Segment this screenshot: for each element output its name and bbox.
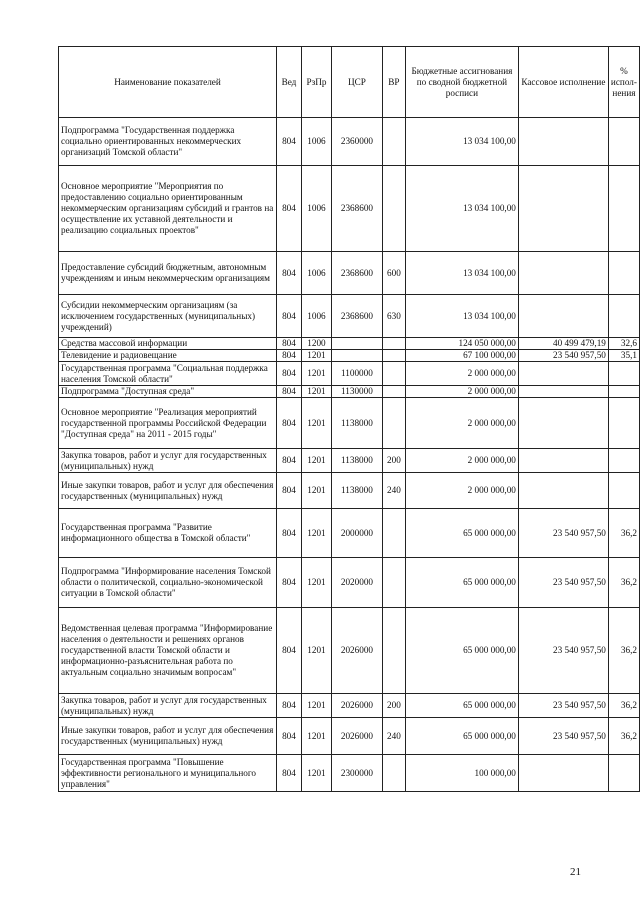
- cell-vr: [382, 350, 405, 362]
- cell-budget: 13 034 100,00: [405, 252, 518, 295]
- cell-vr: 630: [382, 295, 405, 338]
- cell-kassa: [518, 166, 608, 252]
- cell-kassa: [518, 386, 608, 398]
- cell-pct: 32,6: [608, 338, 639, 350]
- table-row: [59, 558, 640, 608]
- table-row: [59, 694, 640, 718]
- cell-pct: [608, 252, 639, 295]
- table-row: [59, 166, 640, 252]
- cell-name: Субсидии некоммерческим организациям (за исключением государственных (муниципальных) учреждений): [59, 295, 277, 338]
- cell-budget: 65 000 000,00: [405, 694, 518, 718]
- cell-budget: 65 000 000,00: [405, 718, 518, 755]
- cell-pct: 36,2: [608, 558, 639, 608]
- cell-vr: 240: [382, 718, 405, 755]
- cell-name: Средства массовой информации: [59, 338, 277, 350]
- cell-vr: [382, 608, 405, 694]
- cell-vr: [382, 386, 405, 398]
- cell-budget: 2 000 000,00: [405, 362, 518, 386]
- cell-kassa: [518, 473, 608, 509]
- cell-pct: 36,2: [608, 694, 639, 718]
- cell-ved: 804: [276, 295, 301, 338]
- table-row: [59, 118, 640, 166]
- cell-kassa: [518, 449, 608, 473]
- cell-kassa: 23 540 957,50: [518, 608, 608, 694]
- cell-pct: [608, 449, 639, 473]
- cell-ved: 804: [276, 558, 301, 608]
- cell-rzpr: 1201: [301, 350, 331, 362]
- cell-csr: 2026000: [331, 694, 382, 718]
- cell-budget: 65 000 000,00: [405, 608, 518, 694]
- cell-ved: 804: [276, 509, 301, 558]
- cell-ved: 804: [276, 755, 301, 792]
- header-ved: Вед: [276, 47, 301, 118]
- cell-kassa: 23 540 957,50: [518, 509, 608, 558]
- cell-csr: 2000000: [331, 509, 382, 558]
- cell-rzpr: 1006: [301, 252, 331, 295]
- cell-ved: 804: [276, 718, 301, 755]
- header-budget: Бюджетные ассигнования по сводной бюджетной росписи: [405, 47, 518, 118]
- cell-ved: 804: [276, 398, 301, 449]
- cell-ved: 804: [276, 252, 301, 295]
- cell-rzpr: 1006: [301, 295, 331, 338]
- cell-rzpr: 1006: [301, 166, 331, 252]
- cell-rzpr: 1201: [301, 608, 331, 694]
- cell-name: Государственная программа "Социальная поддержка населения Томской области": [59, 362, 277, 386]
- cell-kassa: [518, 755, 608, 792]
- cell-kassa: [518, 118, 608, 166]
- cell-kassa: [518, 398, 608, 449]
- cell-kassa: 23 540 957,50: [518, 350, 608, 362]
- cell-vr: [382, 558, 405, 608]
- cell-csr: 2368600: [331, 295, 382, 338]
- table-row: [59, 252, 640, 295]
- cell-pct: [608, 386, 639, 398]
- cell-name: Закупка товаров, работ и услуг для государственных (муниципальных) нужд: [59, 694, 277, 718]
- cell-name: Основное мероприятие "Реализация мероприятий государственной программы Российской Федерации "Доступная среда" на 2011 - 2015 годы": [59, 398, 277, 449]
- cell-rzpr: 1201: [301, 473, 331, 509]
- cell-kassa: [518, 295, 608, 338]
- table-row: [59, 718, 640, 755]
- cell-vr: [382, 398, 405, 449]
- cell-vr: [382, 362, 405, 386]
- cell-pct: [608, 473, 639, 509]
- cell-budget: 65 000 000,00: [405, 509, 518, 558]
- table-row: [59, 350, 640, 362]
- cell-csr: 2360000: [331, 118, 382, 166]
- cell-vr: [382, 338, 405, 350]
- cell-csr: 1130000: [331, 386, 382, 398]
- cell-ved: 804: [276, 608, 301, 694]
- header-pct: % испол-нения: [608, 47, 639, 118]
- cell-csr: 2026000: [331, 718, 382, 755]
- table-row: [59, 755, 640, 792]
- cell-rzpr: 1200: [301, 338, 331, 350]
- cell-pct: [608, 362, 639, 386]
- cell-budget: 13 034 100,00: [405, 118, 518, 166]
- cell-pct: 36,2: [608, 608, 639, 694]
- cell-pct: [608, 755, 639, 792]
- header-kassa: Кассовое исполнение: [518, 47, 608, 118]
- table-row: [59, 449, 640, 473]
- cell-csr: [331, 338, 382, 350]
- cell-ved: 804: [276, 694, 301, 718]
- cell-csr: 2300000: [331, 755, 382, 792]
- cell-kassa: [518, 252, 608, 295]
- cell-vr: [382, 509, 405, 558]
- budget-table: [58, 46, 640, 792]
- cell-name: Подпрограмма "Информирование населения Томской области о политической, социально-экономической ситуации в Томской области": [59, 558, 277, 608]
- header-csr: ЦСР: [331, 47, 382, 118]
- cell-rzpr: 1201: [301, 718, 331, 755]
- table-header-row: [59, 47, 640, 118]
- cell-kassa: 23 540 957,50: [518, 694, 608, 718]
- cell-ved: 804: [276, 362, 301, 386]
- cell-name: Государственная программа "Повышение эффективности регионального и муниципального управления": [59, 755, 277, 792]
- cell-pct: 36,2: [608, 509, 639, 558]
- cell-rzpr: 1201: [301, 449, 331, 473]
- cell-csr: 2368600: [331, 166, 382, 252]
- cell-name: Иные закупки товаров, работ и услуг для обеспечения государственных (муниципальных) нужд: [59, 718, 277, 755]
- cell-csr: 1138000: [331, 449, 382, 473]
- cell-rzpr: 1006: [301, 118, 331, 166]
- cell-ved: 804: [276, 166, 301, 252]
- cell-csr: 2026000: [331, 608, 382, 694]
- cell-name: Государственная программа "Развитие информационного общества в Томской области": [59, 509, 277, 558]
- table-row: [59, 386, 640, 398]
- cell-kassa: [518, 362, 608, 386]
- cell-vr: 200: [382, 694, 405, 718]
- cell-pct: 35,1: [608, 350, 639, 362]
- cell-budget: 65 000 000,00: [405, 558, 518, 608]
- cell-csr: 1100000: [331, 362, 382, 386]
- cell-rzpr: 1201: [301, 694, 331, 718]
- cell-budget: 100 000,00: [405, 755, 518, 792]
- cell-ved: 804: [276, 473, 301, 509]
- cell-name: Телевидение и радиовещание: [59, 350, 277, 362]
- cell-budget: 2 000 000,00: [405, 386, 518, 398]
- cell-vr: 200: [382, 449, 405, 473]
- cell-budget: 2 000 000,00: [405, 449, 518, 473]
- cell-rzpr: 1201: [301, 386, 331, 398]
- cell-name: Основное мероприятие "Мероприятия по предоставлению социально ориентированным некоммерческим организациям субсидий и грантов на осуществление их уставной деятельности и реализацию социальных проектов": [59, 166, 277, 252]
- cell-ved: 804: [276, 118, 301, 166]
- cell-pct: 36,2: [608, 718, 639, 755]
- cell-ved: 804: [276, 386, 301, 398]
- cell-ved: 804: [276, 449, 301, 473]
- cell-kassa: 40 499 479,19: [518, 338, 608, 350]
- table-row: [59, 398, 640, 449]
- header-rzpr: РзПр: [301, 47, 331, 118]
- cell-pct: [608, 398, 639, 449]
- cell-ved: 804: [276, 350, 301, 362]
- cell-rzpr: 1201: [301, 509, 331, 558]
- cell-vr: [382, 755, 405, 792]
- cell-rzpr: 1201: [301, 558, 331, 608]
- cell-rzpr: 1201: [301, 362, 331, 386]
- table-row: [59, 295, 640, 338]
- cell-budget: 67 100 000,00: [405, 350, 518, 362]
- cell-name: Ведомственная целевая программа "Информирование населения о деятельности и решениях органов государственной власти Томской области и информационно-разъяснительная работа по актуальным социально значимым вопросам": [59, 608, 277, 694]
- cell-rzpr: 1201: [301, 398, 331, 449]
- cell-vr: 240: [382, 473, 405, 509]
- table-row: [59, 473, 640, 509]
- cell-name: Подпрограмма "Государственная поддержка социально ориентированных некоммерческих организаций Томской области": [59, 118, 277, 166]
- header-vr: ВР: [382, 47, 405, 118]
- cell-budget: 2 000 000,00: [405, 398, 518, 449]
- table-row: [59, 338, 640, 350]
- cell-vr: [382, 166, 405, 252]
- table-row: [59, 509, 640, 558]
- cell-budget: 2 000 000,00: [405, 473, 518, 509]
- cell-pct: [608, 295, 639, 338]
- header-name: Наименование показателей: [59, 47, 277, 118]
- table-row: [59, 362, 640, 386]
- cell-kassa: 23 540 957,50: [518, 718, 608, 755]
- cell-csr: 1138000: [331, 473, 382, 509]
- table-row: [59, 608, 640, 694]
- cell-budget: 13 034 100,00: [405, 295, 518, 338]
- cell-csr: [331, 350, 382, 362]
- cell-budget: 13 034 100,00: [405, 166, 518, 252]
- cell-vr: [382, 118, 405, 166]
- table-body: [59, 118, 640, 792]
- cell-ved: 804: [276, 338, 301, 350]
- cell-name: Иные закупки товаров, работ и услуг для обеспечения государственных (муниципальных) нужд: [59, 473, 277, 509]
- cell-csr: 1138000: [331, 398, 382, 449]
- cell-budget: 124 050 000,00: [405, 338, 518, 350]
- cell-name: Подпрограмма "Доступная среда": [59, 386, 277, 398]
- cell-name: Предоставление субсидий бюджетным, автономным учреждениям и иным некоммерческим организациям: [59, 252, 277, 295]
- cell-name: Закупка товаров, работ и услуг для государственных (муниципальных) нужд: [59, 449, 277, 473]
- cell-pct: [608, 118, 639, 166]
- cell-pct: [608, 166, 639, 252]
- page-number: 21: [570, 866, 581, 878]
- cell-rzpr: 1201: [301, 755, 331, 792]
- cell-csr: 2020000: [331, 558, 382, 608]
- cell-csr: 2368600: [331, 252, 382, 295]
- cell-vr: 600: [382, 252, 405, 295]
- cell-kassa: 23 540 957,50: [518, 558, 608, 608]
